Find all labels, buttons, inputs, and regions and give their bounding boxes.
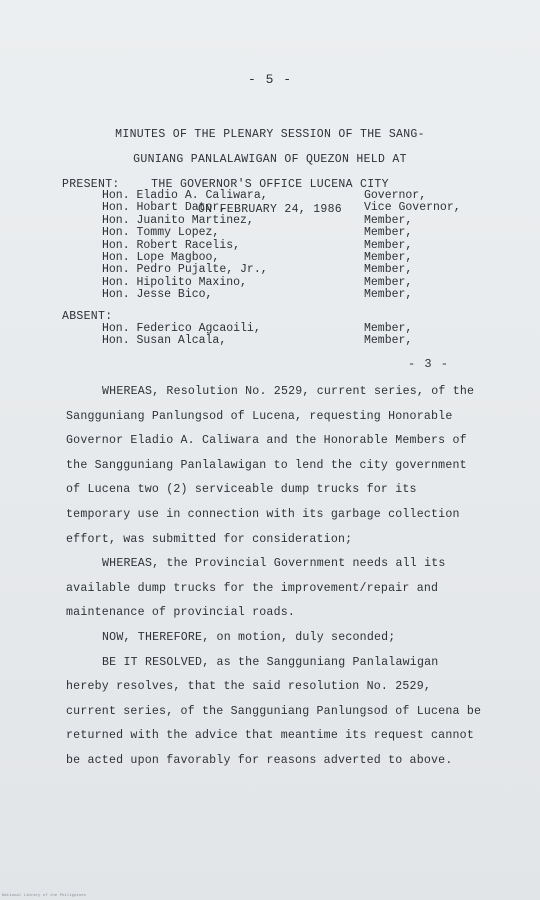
page-number: - 5 - — [247, 72, 292, 87]
present-roster — [102, 190, 502, 302]
roster-row — [102, 264, 502, 276]
member-name: Hon. Robert Racelis, — [102, 238, 241, 252]
paragraph — [66, 380, 486, 552]
paragraph-lead: BE IT RESOLVED, — [102, 655, 210, 669]
member-name: Hon. Pedro Pujalte, Jr., — [102, 263, 268, 277]
section-number: - 3 - — [408, 357, 450, 371]
member-position: Member, — [364, 322, 413, 335]
member-position: Member, — [364, 275, 413, 289]
member-position: Member, — [364, 334, 413, 348]
title-line: THE GOVERNOR'S OFFICE LUCENA CITY — [151, 177, 389, 191]
paragraph-text: Resolution No. 2529, current series, of the Sangguniang Panlungsod of Lucena, requesting Honorable Governor Eladio A. Caliwara and the Honorable Members of the Sangguniang Panlalawigan to lend the city government of Lucena two (2) serviceable dump trucks for its temporary use in connection with its garbage collection effort, was submitted for consideration; — [66, 385, 475, 546]
member-position: Member, — [364, 226, 413, 240]
title-line: GUNIANG PANLALAWIGAN OF QUEZON HELD AT — [133, 152, 407, 166]
paragraph-lead: WHEREAS, — [102, 385, 160, 398]
member-position: Member, — [364, 213, 413, 227]
member-position: Governor, — [364, 189, 427, 202]
member-name: Hon. Jesse Bico, — [102, 288, 213, 302]
absent-roster — [102, 323, 502, 348]
roster-row — [102, 335, 502, 347]
title-line: ON FEBRUARY 24, 1986 — [197, 203, 343, 217]
paragraph-text: the Provincial Government needs all its available dump trucks for the improvement/repair and maintenance of provincial roads. — [66, 557, 446, 620]
absent-label: ABSENT: — [62, 310, 113, 323]
member-position: Member, — [364, 251, 413, 265]
roster-row — [102, 289, 502, 301]
member-name: Hon. Susan Alcala, — [102, 334, 227, 348]
resolution-body — [66, 380, 486, 774]
paragraph — [66, 651, 486, 774]
member-position: Member, — [364, 288, 413, 302]
paragraph-text: on motion, duly seconded; — [209, 630, 396, 644]
title-line: MINUTES OF THE PLENARY SESSION OF THE SANG- — [115, 127, 425, 141]
member-name: Hon. Juanito Martinez, — [102, 213, 254, 227]
member-name: Hon. Eladio A. Caliwara, — [102, 189, 268, 202]
roster-row — [102, 227, 502, 239]
member-name: Hon. Lope Magboo, — [102, 251, 220, 265]
member-name: Hon. Tommy Lopez, — [102, 226, 220, 240]
library-watermark: National Library of the Philippines — [2, 894, 87, 898]
member-name: Hon. Hipolito Maxino, — [102, 275, 247, 289]
member-name: Hon. Hobart Dator, — [102, 201, 227, 215]
member-position: Member, — [364, 238, 413, 252]
member-position: Member, — [364, 263, 413, 277]
paragraph-lead: NOW, THEREFORE, — [102, 630, 210, 644]
roster-row — [102, 202, 502, 214]
paragraph — [66, 552, 486, 626]
paragraph-text: as the Sangguniang Panlalawigan hereby resolves, that the said resolution No. 2529, current series, of the Sangguniang Panlungsod of Lucena be returned with the advice that meantime its request cannot be acted upon favorably for reasons adverted to above. — [66, 655, 482, 767]
present-label: PRESENT: — [62, 178, 120, 191]
paragraph-lead: WHEREAS, — [102, 557, 160, 571]
paragraph — [66, 626, 486, 651]
member-position: Vice Governor, — [364, 201, 461, 215]
member-name: Hon. Federico Agcaoili, — [102, 322, 261, 335]
